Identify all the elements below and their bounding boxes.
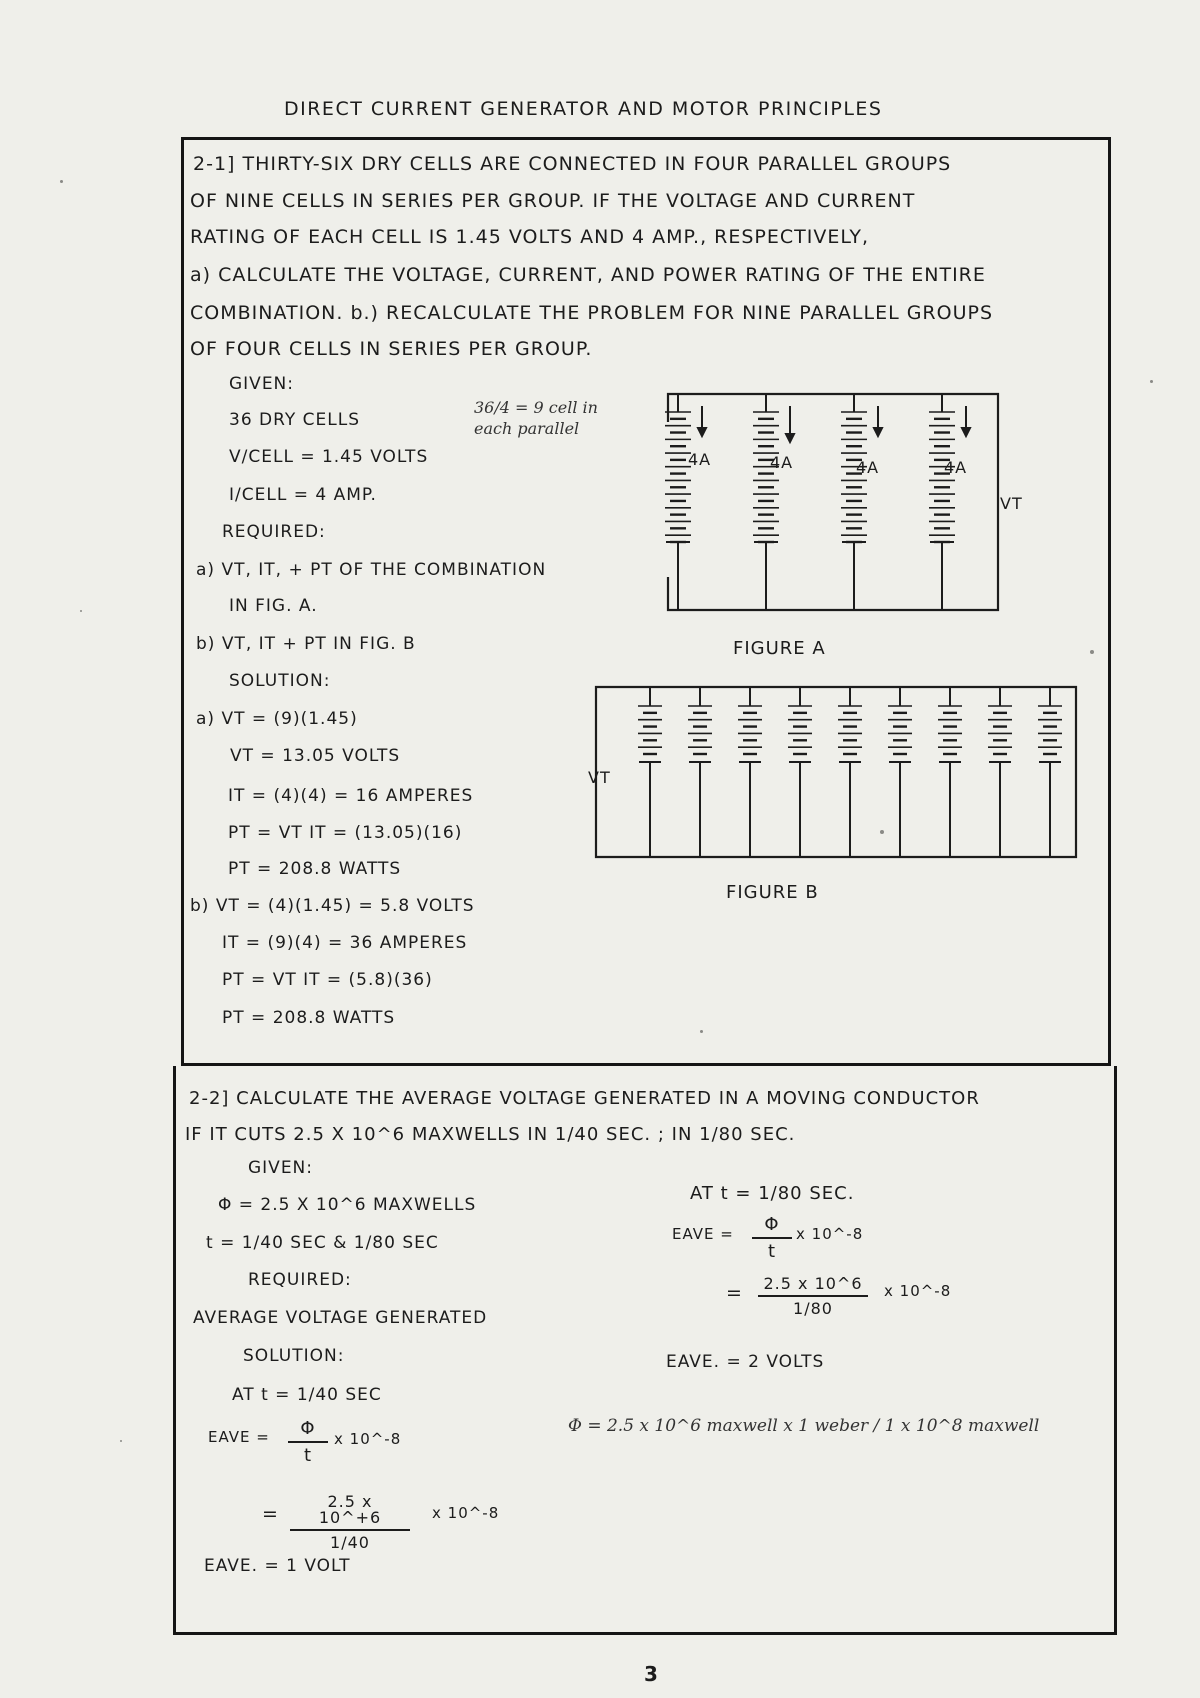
right-fraction-1-num: Φ bbox=[752, 1216, 792, 1239]
solution-a-line: a) VT = (9)(1.45) bbox=[196, 709, 358, 729]
problem-2-1-line-4: a) CALCULATE THE VOLTAGE, CURRENT, AND POWER RATING OF THE ENTIRE bbox=[190, 264, 986, 286]
figure-a-diagram bbox=[648, 392, 1008, 622]
solution-b-line: PT = 208.8 WATTS bbox=[222, 1008, 396, 1028]
figure-a-arrowhead bbox=[874, 428, 882, 436]
problem-2-1-line-3: RATING OF EACH CELL IS 1.45 VOLTS AND 4 AMP., RESPECTIVELY, bbox=[190, 226, 870, 248]
given-item: t = 1/40 SEC & 1/80 SEC bbox=[206, 1233, 439, 1253]
figure-a-voltage-label: VT bbox=[1000, 494, 1023, 513]
right-multiplier-2: x 10^-8 bbox=[884, 1282, 952, 1300]
figure-b-caption: FIGURE B bbox=[726, 882, 819, 903]
given-item: 36 DRY CELLS bbox=[229, 410, 360, 430]
right-fraction-2-den: 1/80 bbox=[793, 1299, 833, 1318]
solution-a-line: VT = 13.05 VOLTS bbox=[230, 746, 401, 766]
figure-b-voltage-label: VT bbox=[588, 768, 611, 787]
given-item: Φ = 2.5 X 10^6 MAXWELLS bbox=[218, 1195, 477, 1215]
required-item: a) VT, IT, + PT OF THE COMBINATION bbox=[196, 560, 547, 580]
left-fraction-1-num: Φ bbox=[288, 1420, 328, 1443]
required-label: REQUIRED: bbox=[222, 522, 326, 542]
right-fraction-1 bbox=[752, 1216, 792, 1261]
right-fraction-2-num: 2.5 x 10^6 bbox=[758, 1276, 868, 1297]
given-label: GIVEN: bbox=[248, 1158, 314, 1178]
solution-a-line: IT = (4)(4) = 16 AMPERES bbox=[228, 786, 474, 806]
problem-2-2-line-2: IF IT CUTS 2.5 X 10^6 MAXWELLS IN 1/40 SEC. ; IN 1/80 SEC. bbox=[185, 1124, 796, 1145]
left-multiplier-2: x 10^-8 bbox=[432, 1504, 500, 1522]
left-fraction-2 bbox=[290, 1494, 410, 1551]
figure-a-arrowhead bbox=[962, 428, 970, 436]
figure-a-arrowhead bbox=[698, 428, 706, 436]
left-multiplier-1: x 10^-8 bbox=[334, 1430, 402, 1448]
problem-2-1-line-5: COMBINATION. b.) RECALCULATE THE PROBLEM FOR NINE PARALLEL GROUPS bbox=[190, 302, 994, 324]
left-result: EAVE. = 1 VOLT bbox=[204, 1556, 351, 1576]
right-fraction-1-den: t bbox=[767, 1241, 777, 1262]
given-label: GIVEN: bbox=[229, 374, 295, 394]
left-equals: = bbox=[262, 1503, 279, 1525]
solution-a-line: PT = 208.8 WATTS bbox=[228, 859, 402, 879]
left-fraction-1 bbox=[288, 1420, 328, 1465]
given-item: I/CELL = 4 AMP. bbox=[229, 485, 377, 505]
solution-b-line: b) VT = (4)(1.45) = 5.8 VOLTS bbox=[190, 896, 475, 916]
required-item: b) VT, IT + PT IN FIG. B bbox=[196, 634, 416, 654]
left-fraction-1-den: t bbox=[303, 1445, 313, 1466]
figure-a-arrowhead bbox=[786, 434, 794, 442]
required-label: REQUIRED: bbox=[248, 1270, 352, 1290]
handwritten-conversion-note: Φ = 2.5 x 10^6 maxwell x 1 weber / 1 x 10^8 maxwell bbox=[568, 1416, 1040, 1436]
solution-label: SOLUTION: bbox=[229, 671, 331, 691]
problem-2-1-line-6: OF FOUR CELLS IN SERIES PER GROUP. bbox=[190, 338, 593, 360]
solution-b-line: IT = (9)(4) = 36 AMPERES bbox=[222, 933, 468, 953]
figure-a-current-label: 4A bbox=[688, 450, 712, 469]
required-item: AVERAGE VOLTAGE GENERATED bbox=[193, 1308, 488, 1328]
figure-b-diagram bbox=[596, 682, 1096, 862]
figure-a-caption: FIGURE A bbox=[733, 638, 826, 659]
left-at-line: AT t = 1/40 SEC bbox=[232, 1385, 382, 1405]
left-fraction-2-den: 1/40 bbox=[330, 1533, 370, 1552]
page-title: DIRECT CURRENT GENERATOR AND MOTOR PRINCIPLES bbox=[284, 98, 883, 120]
figure-a-current-label: 4A bbox=[944, 458, 968, 477]
required-item: IN FIG. A. bbox=[229, 596, 318, 616]
figure-a-current-label: 4A bbox=[770, 453, 794, 472]
right-fraction-2 bbox=[758, 1276, 868, 1317]
problem-2-1-line-1: 2-1] THIRTY-SIX DRY CELLS ARE CONNECTED IN FOUR PARALLEL GROUPS bbox=[193, 153, 952, 175]
left-eave-lhs: EAVE = bbox=[208, 1428, 270, 1446]
right-equals: = bbox=[726, 1282, 743, 1304]
left-fraction-2-num: 2.5 x 10^+6 bbox=[290, 1494, 410, 1531]
right-result: EAVE. = 2 VOLTS bbox=[666, 1352, 825, 1372]
right-at-line: AT t = 1/80 SEC. bbox=[690, 1183, 855, 1204]
given-item: V/CELL = 1.45 VOLTS bbox=[229, 447, 429, 467]
problem-2-1-line-2: OF NINE CELLS IN SERIES PER GROUP. IF THE VOLTAGE AND CURRENT bbox=[190, 190, 916, 212]
figure-a-current-label: 4A bbox=[856, 458, 880, 477]
right-multiplier-1: x 10^-8 bbox=[796, 1225, 864, 1243]
page-number: 3 bbox=[644, 1662, 659, 1686]
solution-b-line: PT = VT IT = (5.8)(36) bbox=[222, 970, 433, 990]
right-eave-lhs: EAVE = bbox=[672, 1225, 734, 1243]
problem-2-2-line-1: 2-2] CALCULATE THE AVERAGE VOLTAGE GENERATED IN A MOVING CONDUCTOR bbox=[189, 1088, 980, 1109]
solution-label: SOLUTION: bbox=[243, 1346, 345, 1366]
handwritten-note: 36/4 = 9 cell in each parallel bbox=[474, 398, 598, 438]
solution-a-line: PT = VT IT = (13.05)(16) bbox=[228, 823, 463, 843]
